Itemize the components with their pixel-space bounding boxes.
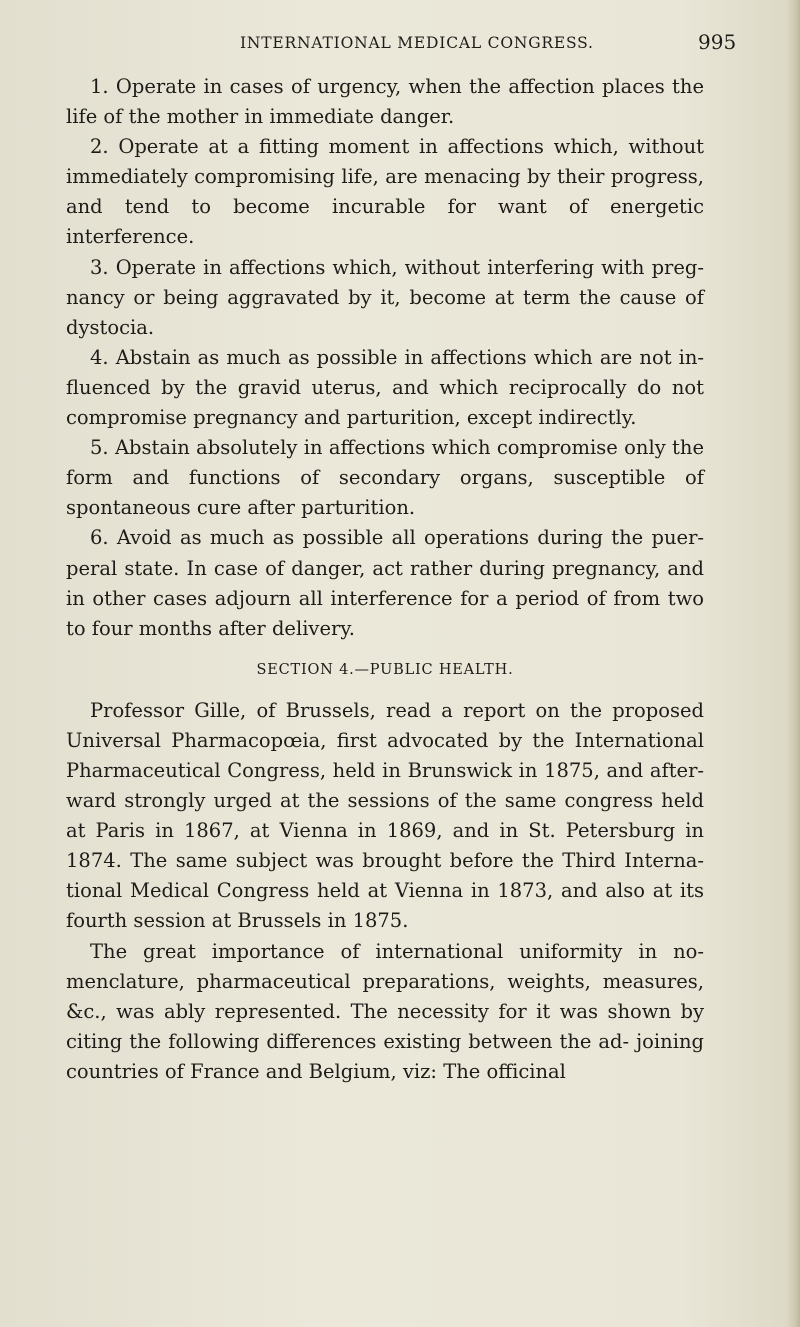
rule-5: 5. Abstain absolutely in affections which compromise only the form and functions of secondary organs, susceptible of spontaneous cure after parturition. [66, 436, 704, 520]
section-heading: SECTION 4.—PUBLIC HEALTH. [256, 661, 514, 678]
rule-1: 1. Operate in cases of urgency, when the affection places the life of the mother in immediate danger. [66, 75, 704, 129]
rule-3: 3. Operate in affections which, without interfering with preg- nancy or being aggravated by it, become at term the cause of dystocia. [66, 255, 704, 339]
page-edge-shadow [786, 0, 800, 1327]
page-header [0, 0, 800, 60]
paragraph-uniformity: The great importance of international uniformity in no- menclature, pharmaceutical preparations, weights, measures, &c., was ably represented. The necessity for it was shown by citing the following differences existing between the ad- joining countries of France and Belgium, viz: The officinal [66, 939, 704, 1083]
running-head: INTERNATIONAL MEDICAL CONGRESS. [240, 34, 594, 52]
rule-6: 6. Avoid as much as possible all operations during the puer- peral state. In case of danger, act rather during pregnancy, and in other cases adjourn all interference for a period of from two to four months after delivery. [66, 526, 704, 640]
page-number: 995 [698, 30, 737, 54]
page-body [66, 72, 704, 1087]
rule-4: 4. Abstain as much as possible in affections which are not in- fluenced by the gravid uterus, and which reciprocally do not compromise pregnancy and parturition, except indirectly. [66, 345, 704, 430]
paragraph-pharmacopoeia: Professor Gille, of Brussels, read a report on the proposed Universal Pharmacopœia, first advocated by the International Pharmaceutical Congress, held in Brunswick in 1875, and after- ward strongly urged at the sessions of the same congress held at Paris in 1867, at Vienna in 1869, and in St. Petersburg in 1874. The same subject was brought before the Third Interna- tional Medical Congress held at Vienna in 1873, and also at its fourth session at Brussels in 1875. [66, 698, 704, 933]
rule-2: 2. Operate at a fitting moment in affections which, without immediately compromising life, are menacing by their progress, and tend to become incurable for want of energetic interference. [66, 135, 704, 249]
